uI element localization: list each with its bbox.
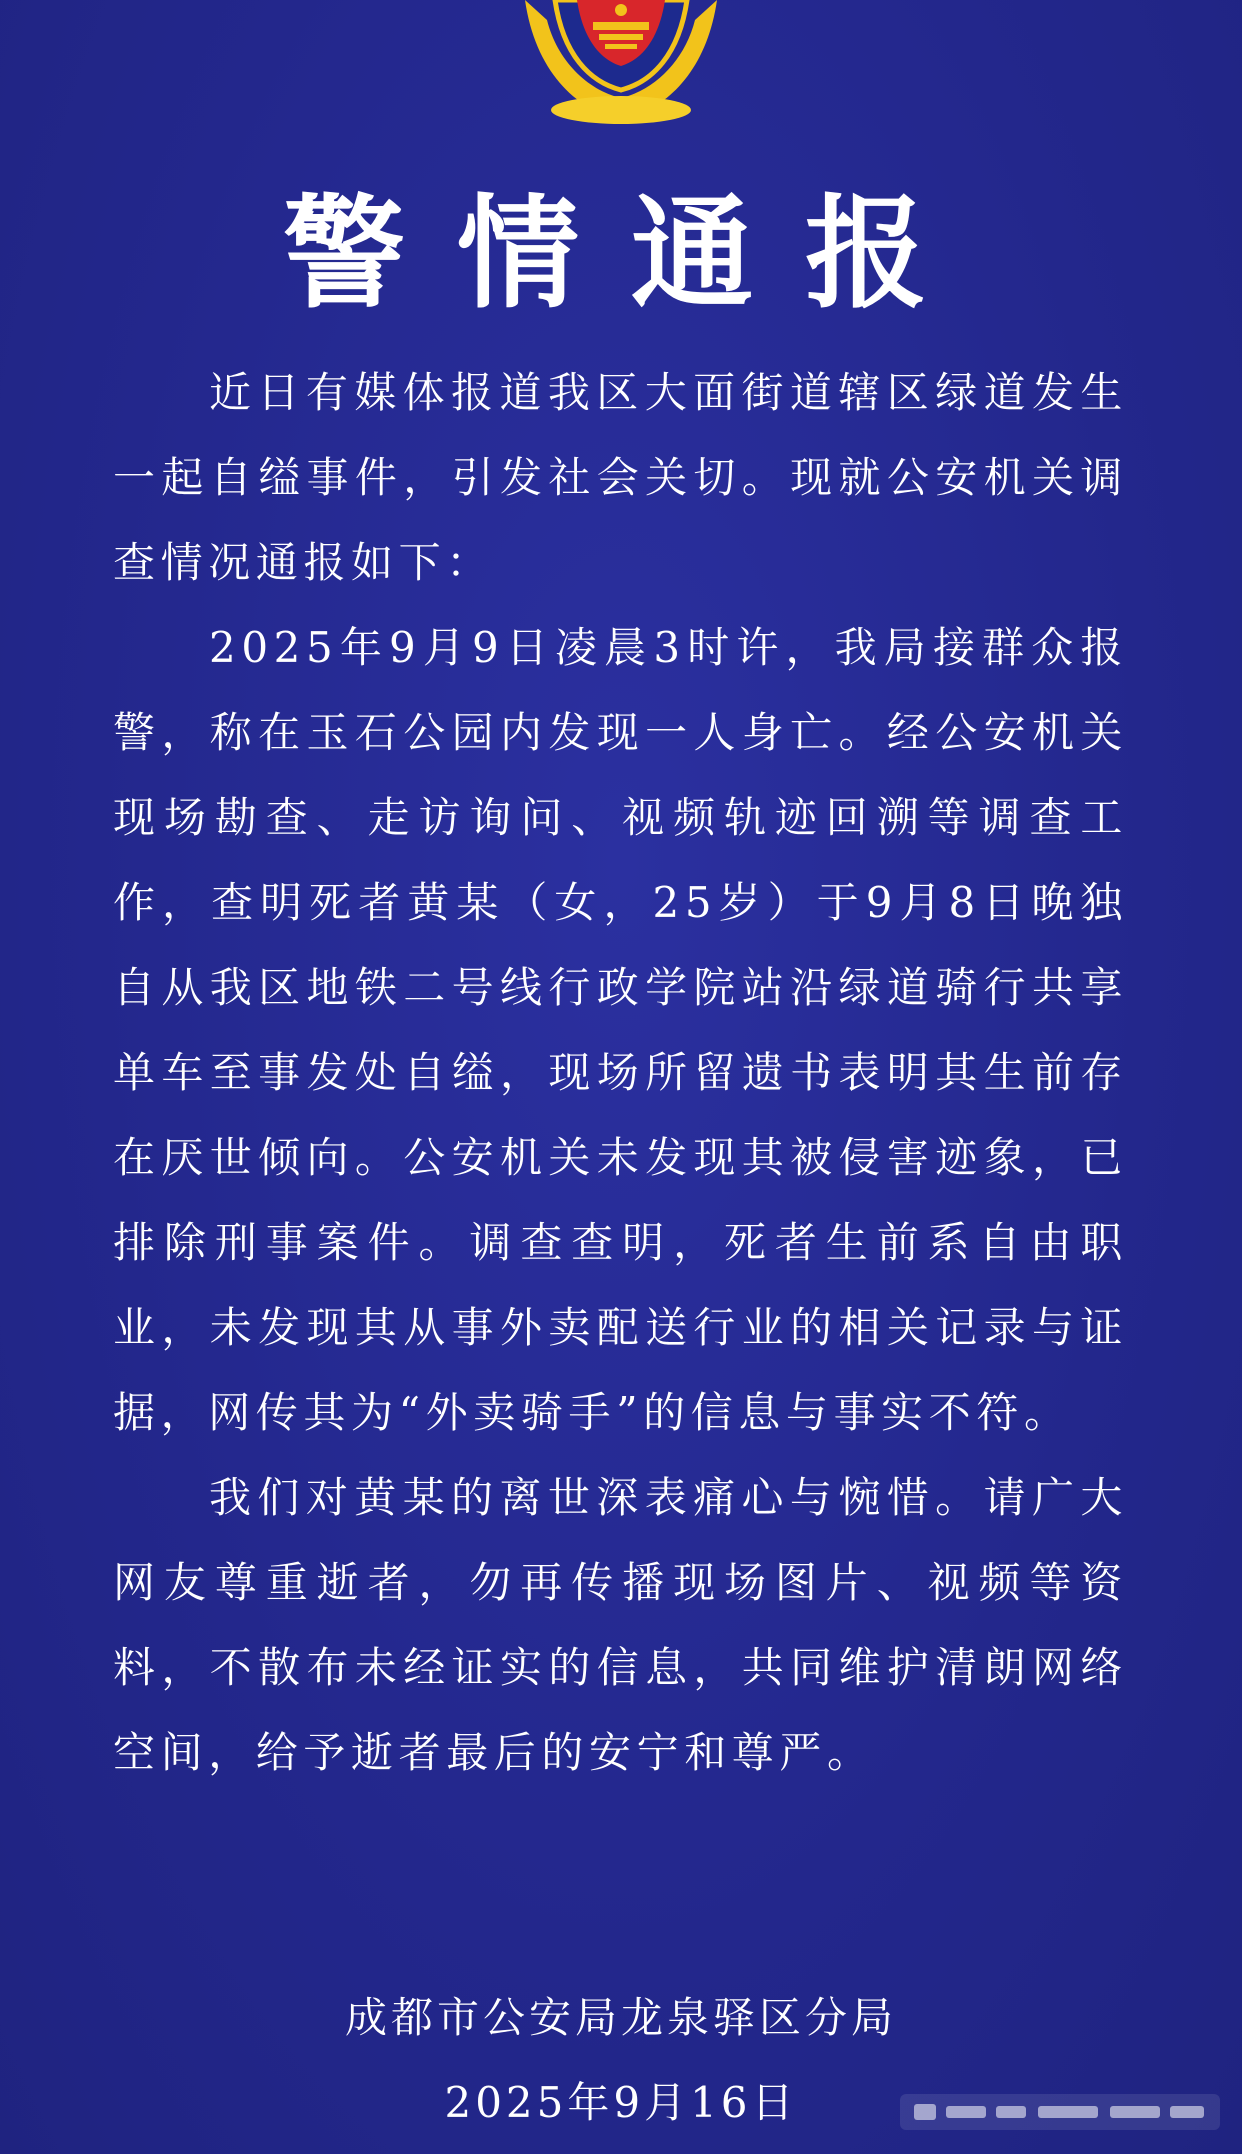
paragraph-intro: 近日有媒体报道我区大面街道辖区绿道发生一起自缢事件，引发社会关切。现就公安机关调查情况通报如下：: [113, 368, 1128, 587]
watermark-image: [900, 2090, 1220, 2134]
notice-title: 警情通报: [283, 181, 979, 325]
notice-body: [113, 350, 1128, 1795]
signature-organization: 成都市公安局龙泉驿区分局: [344, 1993, 897, 2042]
signature-date: 2025年9月16日: [444, 2078, 798, 2127]
paragraph-appeal: 我们对黄某的离世深表痛心与惋惜。请广大网友尊重逝者，勿再传播现场图片、视频等资料，不散布未经证实的信息，共同维护清朗网络空间，给予逝者最后的安宁和尊严。: [113, 1473, 1128, 1777]
police-emblem-icon: [515, 0, 727, 125]
paragraph-investigation: 2025年9月9日凌晨3时许，我局接群众报警，称在玉石公园内发现一人身亡。经公安机关现场勘查、走访询问、视频轨迹回溯等调查工作，查明死者黄某（女，25岁）于9月8日晚独自从我区地铁二号线行政学院站沿绿道骑行共享单车至事发处自缢，现场所留遗书表明其生前存在厌世倾向。公安机关未发现其被侵害迹象，已排除刑事案件。调查查明，死者生前系自由职业，未发现其从事外卖配送行业的相关记录与证据，网传其为“外卖骑手”的信息与事实不符。: [113, 623, 1128, 1437]
